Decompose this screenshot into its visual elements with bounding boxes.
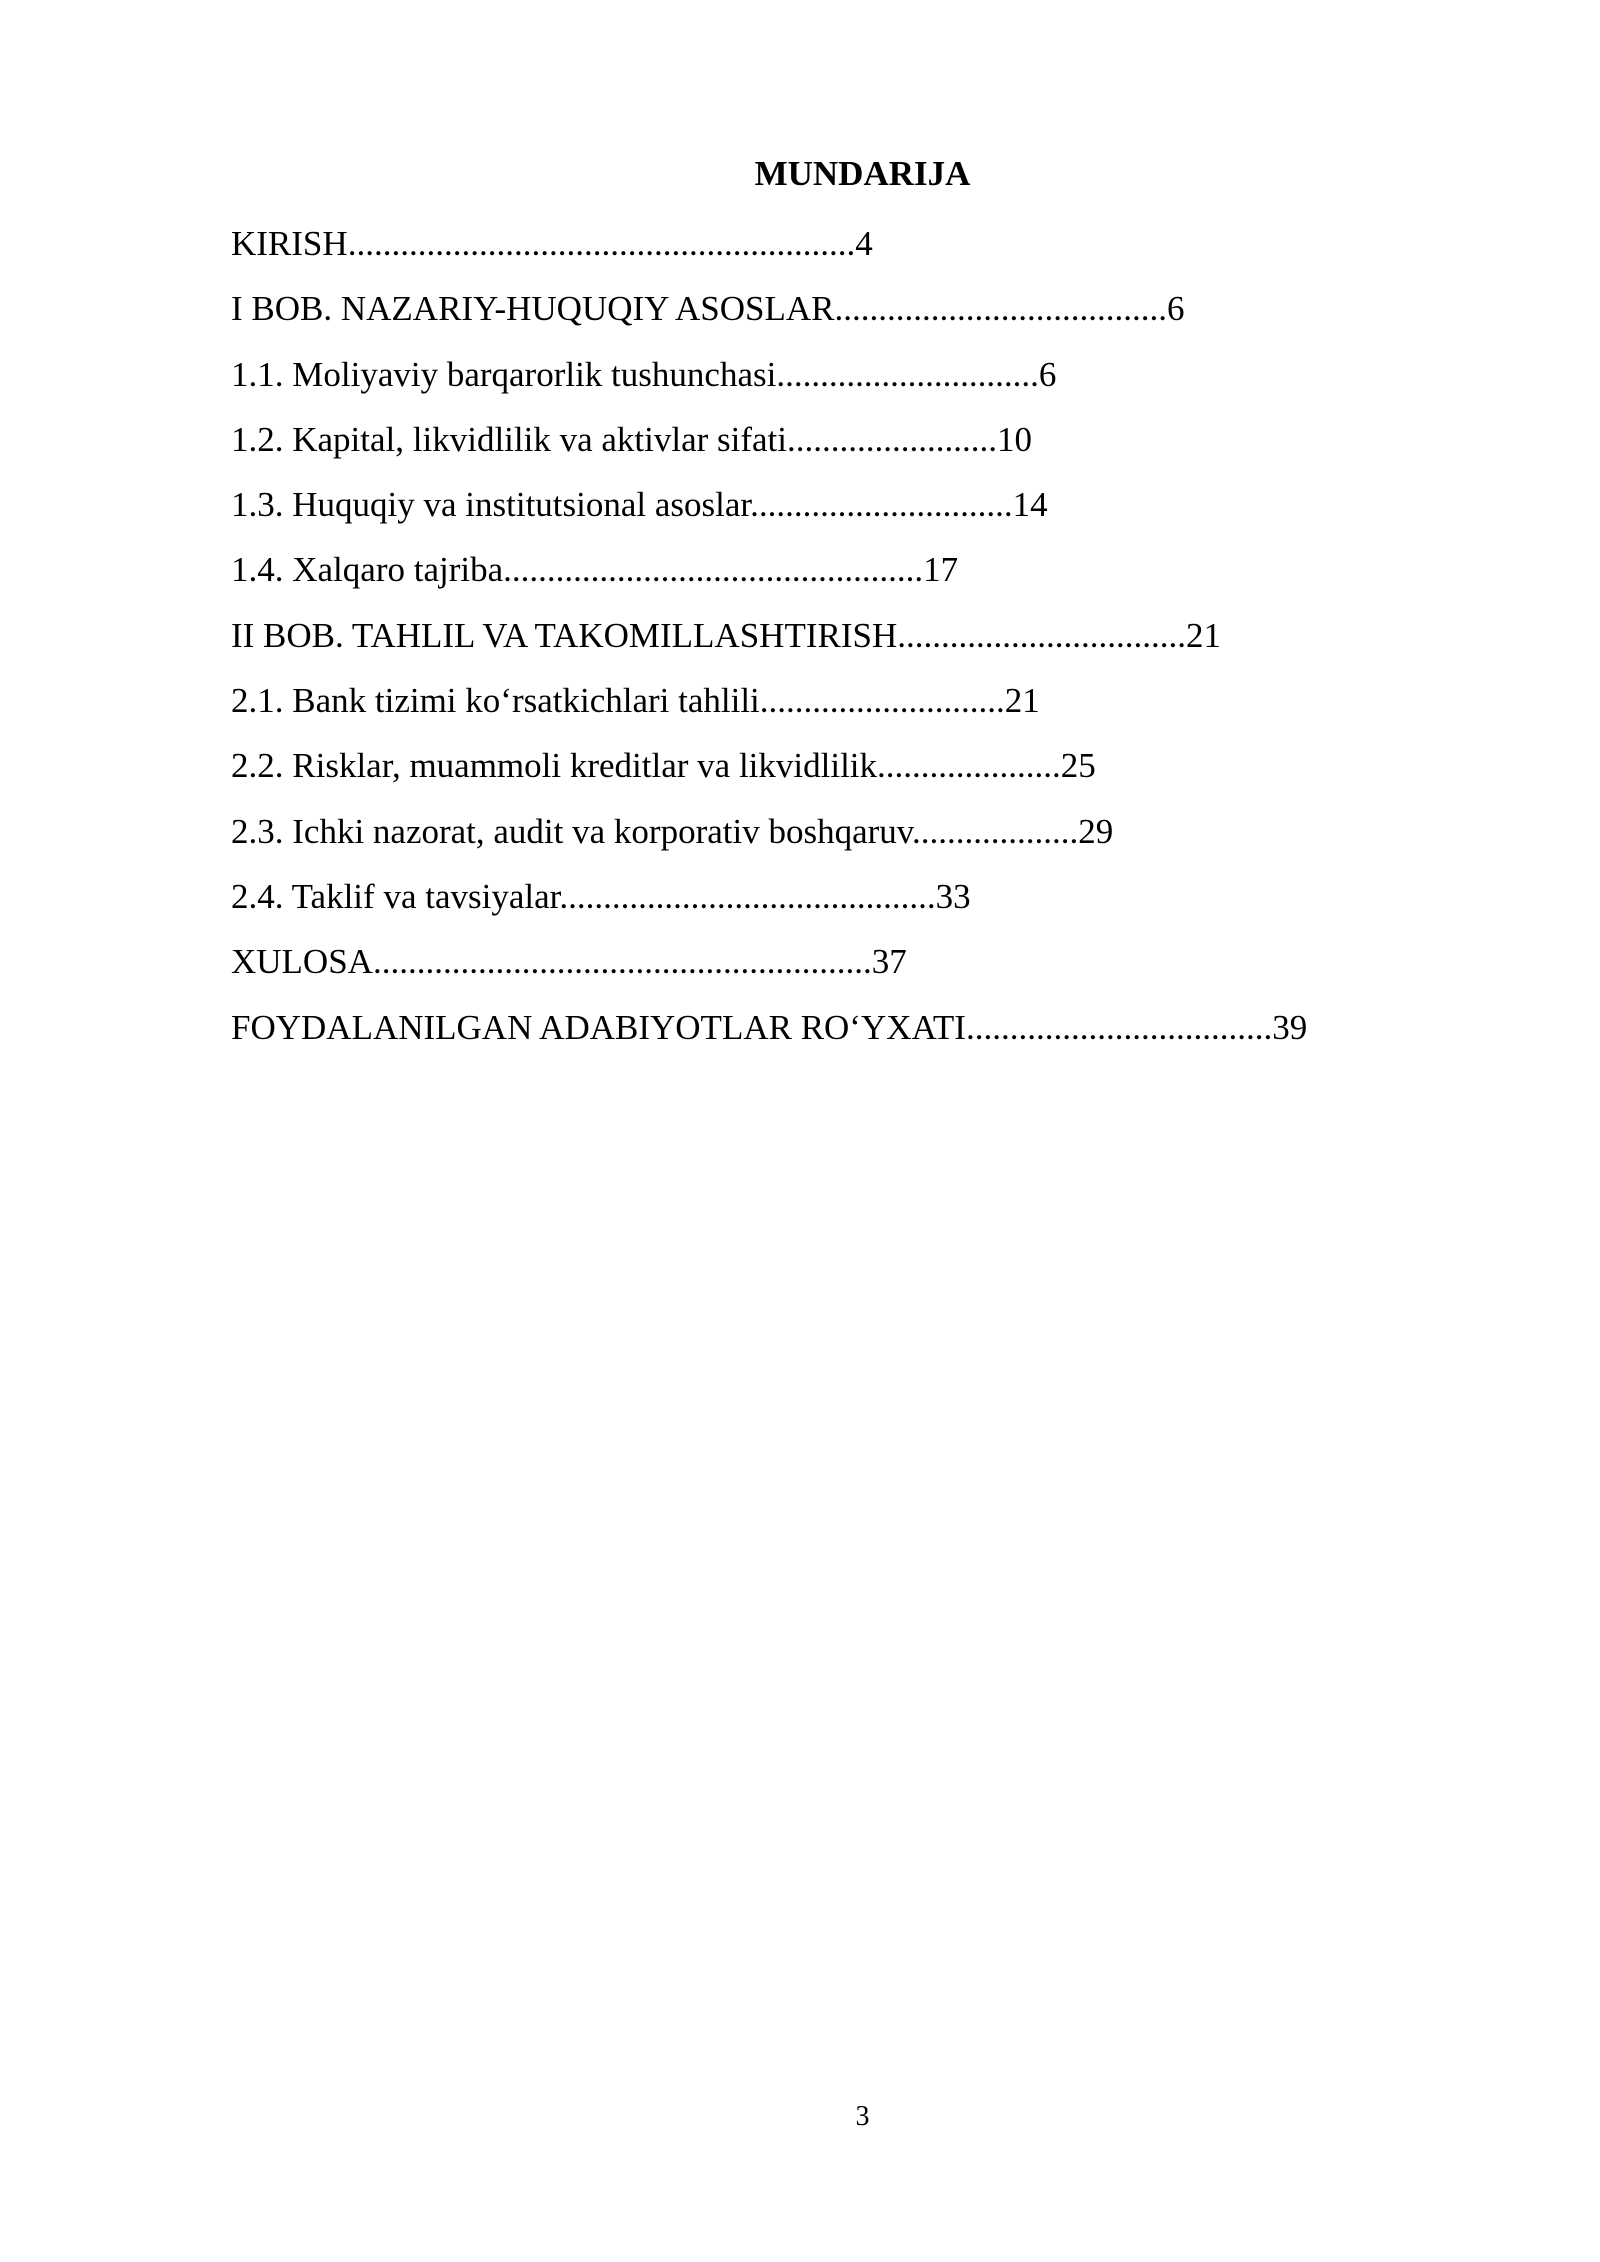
toc-entry-page: 6	[1038, 354, 1057, 394]
toc-entry-leader: ...................................	[965, 1007, 1273, 1047]
toc-entry-leader: ...........................................	[559, 876, 936, 916]
toc-entry-label: 2.1. Bank tizimi ko‘rsatkichlari tahlili	[231, 681, 760, 721]
toc-entry-label: 1.3. Huquqiy va institutsional asoslar	[231, 485, 751, 525]
toc-entry-label: 1.2. Kapital, likvidlilik va aktivlar sifati	[231, 419, 788, 459]
toc-entry-label: 1.4. Xalqaro tajriba	[231, 550, 504, 590]
toc-entry-label: I BOB. NAZARIY-HUQUQIY ASOSLAR	[231, 289, 835, 329]
toc-entry-page: 39	[1272, 1007, 1308, 1047]
toc-entry-page: 21	[1185, 615, 1221, 655]
toc-entry-label: KIRISH	[231, 224, 348, 263]
toc-entry-page: 25	[1060, 746, 1096, 786]
toc-entry-label: XULOSA	[231, 942, 373, 982]
toc-entry-section-1-4[interactable]	[231, 537, 1481, 602]
toc-entry-page: 4	[855, 224, 873, 263]
toc-entry-leader: ..........................................................	[347, 224, 856, 263]
toc-entry-xulosa[interactable]	[231, 929, 1481, 994]
toc-entry-leader: ...................	[912, 811, 1079, 851]
toc-entry-section-2-4[interactable]	[231, 864, 1481, 929]
page-number: 3	[855, 2101, 870, 2132]
toc-entry-chapter-1[interactable]	[231, 276, 1481, 341]
toc-entry-page: 29	[1078, 811, 1114, 851]
toc-entry-bibliography[interactable]	[231, 995, 1481, 1060]
toc-entry-leader: .........................................................	[372, 942, 872, 982]
table-of-contents	[231, 211, 1481, 1060]
toc-entry-leader: ..............................	[776, 354, 1039, 394]
toc-entry-chapter-2[interactable]	[231, 603, 1481, 668]
toc-entry-section-2-2[interactable]	[231, 733, 1481, 798]
toc-entry-leader: ................................................	[503, 550, 924, 590]
toc-entry-leader: .....................	[877, 746, 1061, 786]
toc-entry-label: 2.4. Taklif va tavsiyalar	[231, 876, 560, 916]
toc-entry-label: 1.1. Moliyaviy barqarorlik tushunchasi	[231, 354, 777, 394]
toc-entry-section-1-2[interactable]	[231, 407, 1481, 472]
toc-entry-page: 17	[923, 550, 959, 590]
toc-entry-label: FOYDALANILGAN ADABIYOTLAR RO‘YXATI	[231, 1007, 966, 1047]
toc-entry-page: 33	[935, 876, 971, 916]
toc-entry-leader: ............................	[759, 681, 1005, 721]
toc-entry-leader: .................................	[897, 615, 1186, 655]
toc-entry-page: 21	[1004, 681, 1040, 721]
toc-entry-page: 14	[1012, 485, 1048, 525]
toc-entry-label: II BOB. TAHLIL VA TAKOMILLASHTIRISH	[231, 615, 898, 655]
toc-entry-page: 37	[871, 942, 907, 982]
toc-entry-page: 10	[997, 419, 1033, 459]
toc-entry-leader: ......................................	[834, 289, 1167, 329]
toc-entry-section-2-3[interactable]	[231, 799, 1481, 864]
toc-entry-label: 2.3. Ichki nazorat, audit va korporativ boshqaruv	[231, 811, 912, 851]
toc-entry-leader: ..............................	[750, 485, 1013, 525]
toc-entry-leader: ........................	[787, 419, 998, 459]
toc-entry-kirish[interactable]	[231, 211, 1481, 276]
page-title: MUNDARIJA	[754, 154, 971, 193]
toc-entry-section-1-1[interactable]	[231, 342, 1481, 407]
toc-entry-section-2-1[interactable]	[231, 668, 1481, 733]
toc-entry-section-1-3[interactable]	[231, 472, 1481, 537]
toc-entry-label: 2.2. Risklar, muammoli kreditlar va likvidlilik	[231, 746, 878, 786]
toc-entry-page: 6	[1166, 289, 1185, 329]
